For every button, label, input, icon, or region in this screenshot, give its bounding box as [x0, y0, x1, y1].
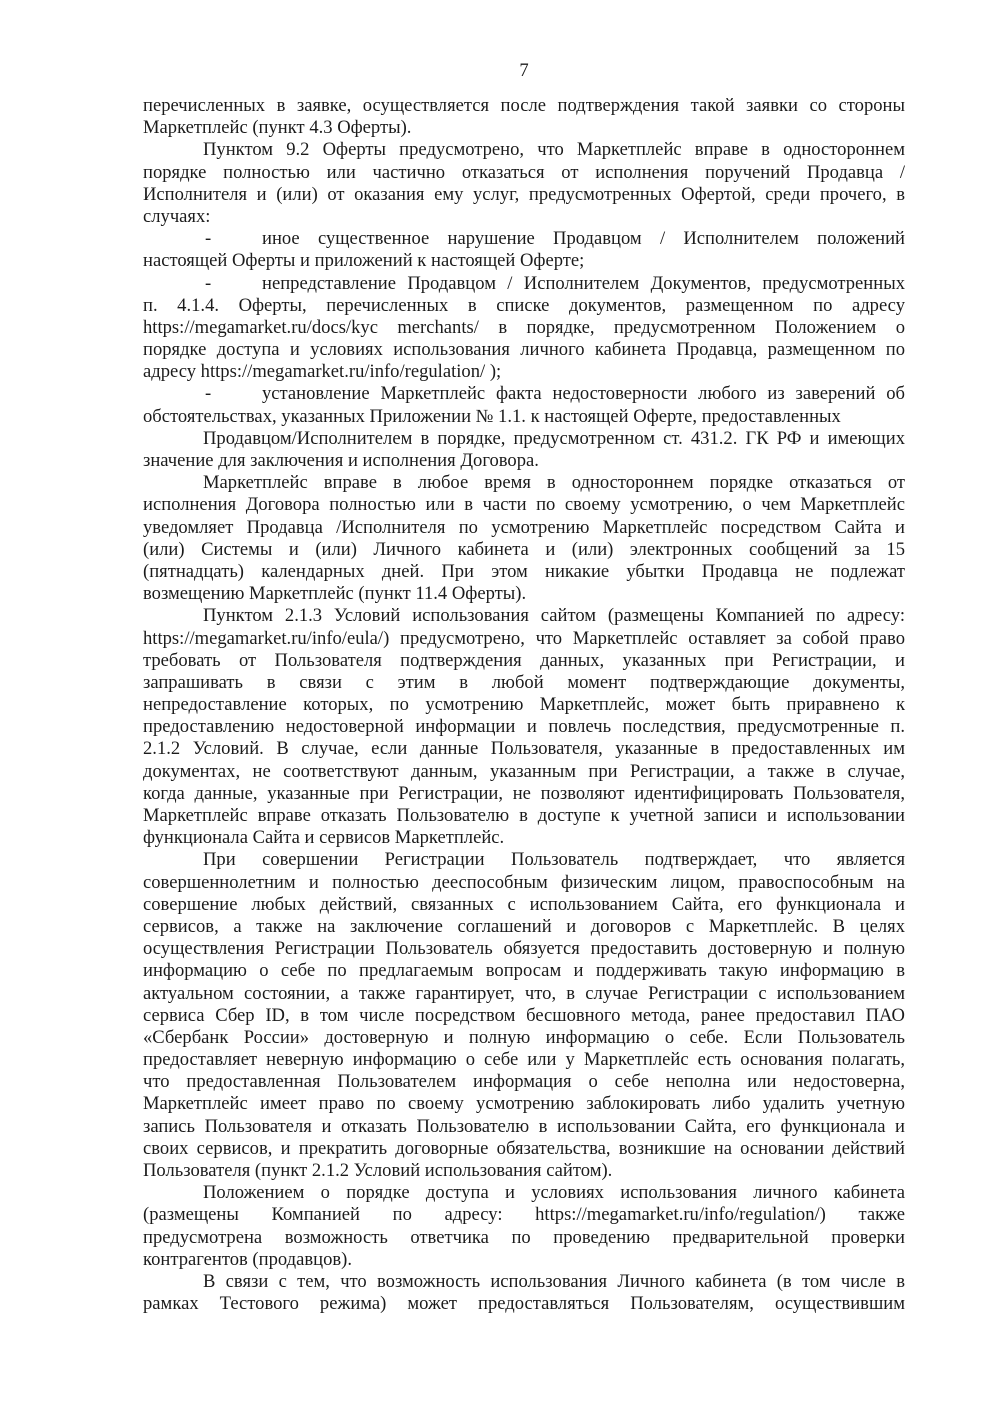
text-line: контрагентов (продавцов). [143, 1248, 352, 1270]
text-line: Продавцом/Исполнителем в порядке, предусмотренном ст. 431.2. ГК РФ и имеющих [203, 427, 905, 449]
text-line: предусмотрена возможность ответчика по проведению предварительной проверки [143, 1226, 905, 1248]
text-line: совершение любых действий, связанных с использованием Сайта, его функционала и [143, 893, 905, 915]
bullet-item [143, 383, 905, 427]
text-line: совершеннолетним и полностью дееспособным физическим лицом, правоспособным на [143, 871, 905, 893]
text-line: осуществления Регистрации Пользователь обязуется предоставить достоверную и полную [143, 938, 905, 960]
text-line: предоставлению недостоверной информации и повлечь последствия, предусмотренные п. [143, 716, 905, 738]
text-line: информацию о себе по предлагаемым вопросам и поддерживать такую информацию в [143, 960, 905, 982]
text-line: (пятнадцать) календарных дней. При этом никакие убытки Продавца не подлежат [143, 560, 905, 582]
text-line: непредоставление которых, по усмотрению Маркетплейс, может быть приравнено к [143, 694, 905, 716]
paragraph [143, 428, 905, 472]
paragraph [143, 605, 905, 849]
text-line: В связи с тем, что возможность использования Личного кабинета (в том числе в [203, 1270, 905, 1292]
text-line: запрашивать в связи с этим в любой момент подтверждающие документы, [143, 671, 905, 693]
text-line [143, 383, 905, 405]
document-body [143, 95, 905, 1315]
bullet-text: иное существенное нарушение Продавцом / Исполнителем положений [262, 228, 905, 250]
text-line: Маркетплейс (пункт 4.3 Оферты). [143, 117, 412, 139]
text-line: запись Пользователя и отказать Пользователю в использовании Сайта, его функционала и [143, 1115, 905, 1137]
text-line: актуальном состоянии, а также гарантирует, что, в случае Регистрации с использованием [143, 982, 905, 1004]
text-line: когда данные, указанные при Регистрации, не позволяют идентифицировать Пользователя, [143, 782, 905, 804]
text-line: Пунктом 2.1.3 Условий использования сайтом (размещены Компанией по адресу: [203, 605, 905, 627]
text-line: (или) Системы и (или) Личного кабинета и (или) электронных сообщений за 15 [143, 538, 905, 560]
text-line: сервисов, а также на заключение соглашений и договоров с Маркетплейс. В целях [143, 915, 905, 937]
text-line: Исполнителя и (или) от оказания ему услуг, предусмотренных Офертой, среди прочего, в [143, 183, 905, 205]
text-line: уведомляет Продавца /Исполнителя по усмотрению Маркетплейс посредством Сайта и [143, 516, 905, 538]
bullet-text: установление Маркетплейс факта недостоверности любого из заверений об [262, 383, 905, 405]
bullet-item [143, 273, 905, 384]
paragraph [143, 1271, 905, 1315]
text-line: своих сервисов, и прекратить договорные обязательства, возникшие на основании действий [143, 1137, 905, 1159]
bullet-marker: - [205, 228, 212, 250]
text-line [143, 228, 905, 250]
paragraph [143, 1182, 905, 1271]
text-line: перечисленных в заявке, осуществляется после подтверждения такой заявки со стороны [143, 95, 905, 116]
text-line: обстоятельствах, указанных Приложении № 1.1. к настоящей Оферте, предоставленных [143, 405, 841, 427]
text-line: значение для заключения и исполнения Договора. [143, 450, 539, 471]
text-line: что предоставленная Пользователем информация о себе неполна или недостоверна, [143, 1071, 905, 1093]
paragraph [143, 95, 905, 139]
text-line: Положением о порядке доступа и условиях использования личного кабинета [203, 1182, 905, 1204]
bullet-text: непредставление Продавцом / Исполнителем Документов, предусмотренных [262, 272, 905, 294]
text-line: требовать от Пользователя подтверждения данных, указанных при Регистрации, и [143, 649, 905, 671]
text-line: Пунктом 9.2 Оферты предусмотрено, что Маркетплейс вправе в одностороннем [203, 139, 905, 161]
text-line: функционала Сайта и сервисов Маркетплейс. [143, 827, 505, 849]
text-line: адресу https://megamarket.ru/info/regulation/ ); [143, 361, 502, 383]
text-line: предоставляет неверную информацию о себе или у Маркетплейс есть основания полагать, [143, 1049, 905, 1071]
text-line: возмещению Маркетплейс (пункт 11.4 Оферты). [143, 583, 527, 605]
bullet-marker: - [205, 272, 212, 294]
text-line: «Сбербанк России» достоверную и полную информацию о себе. Если Пользователь [143, 1026, 905, 1048]
paragraph [143, 139, 905, 228]
text-line: порядке доступа и условиях использования личного кабинета Продавца, размещенном по [143, 339, 905, 361]
paragraph [143, 472, 905, 605]
text-line: исполнения Договора полностью или в части по своему усмотрению, о чем Маркетплейс [143, 494, 905, 516]
text-line: п. 4.1.4. Оферты, перечисленных в списке документов, размещенном по адресу [143, 294, 905, 316]
text-line [143, 273, 905, 295]
text-line: сервиса Сбер ID, в том числе посредством бесшовного метода, ранее предоставил ПАО [143, 1004, 905, 1026]
paragraph [143, 849, 905, 1182]
text-line: Маркетплейс вправе отказать Пользователю в доступе к учетной записи и использовании [143, 805, 905, 826]
text-line: Маркетплейс имеет право по своему усмотрению заблокировать либо удалить учетную [143, 1093, 905, 1115]
text-line: рамках Тестового режима) может предоставляться Пользователям, осуществившим [143, 1293, 905, 1315]
text-line: настоящей Оферты и приложений к настоящей Оферте; [143, 250, 585, 272]
text-line: порядке полностью или частично отказаться от исполнения поручений Продавца / [143, 161, 905, 183]
bullet-marker: - [205, 383, 212, 405]
text-line: 2.1.2 Условий. В случае, если данные Пользователя, указанные в предоставленных им [143, 738, 905, 760]
page-number: 7 [519, 60, 529, 81]
text-line: случаях: [143, 205, 211, 227]
text-line: https://megamarket.ru/docs/kyc merchants/ в порядке, предусмотренном Положением о [143, 316, 905, 338]
text-line: Маркетплейс вправе в любое время в одностороннем порядке отказаться от [203, 472, 905, 494]
text-line: Пользователя (пункт 2.1.2 Условий использования сайтом). [143, 1160, 613, 1181]
text-line: При совершении Регистрации Пользователь подтверждает, что является [203, 849, 905, 871]
text-line: https://megamarket.ru/info/eula/) предусмотрено, что Маркетплейс оставляет за собой право [143, 627, 905, 649]
text-line: (размещены Компанией по адресу: https://megamarket.ru/info/regulation/) также [143, 1204, 905, 1226]
bullet-item [143, 228, 905, 272]
text-line: документах, не соответствуют данным, указанным при Регистрации, а также в случае, [143, 760, 905, 782]
